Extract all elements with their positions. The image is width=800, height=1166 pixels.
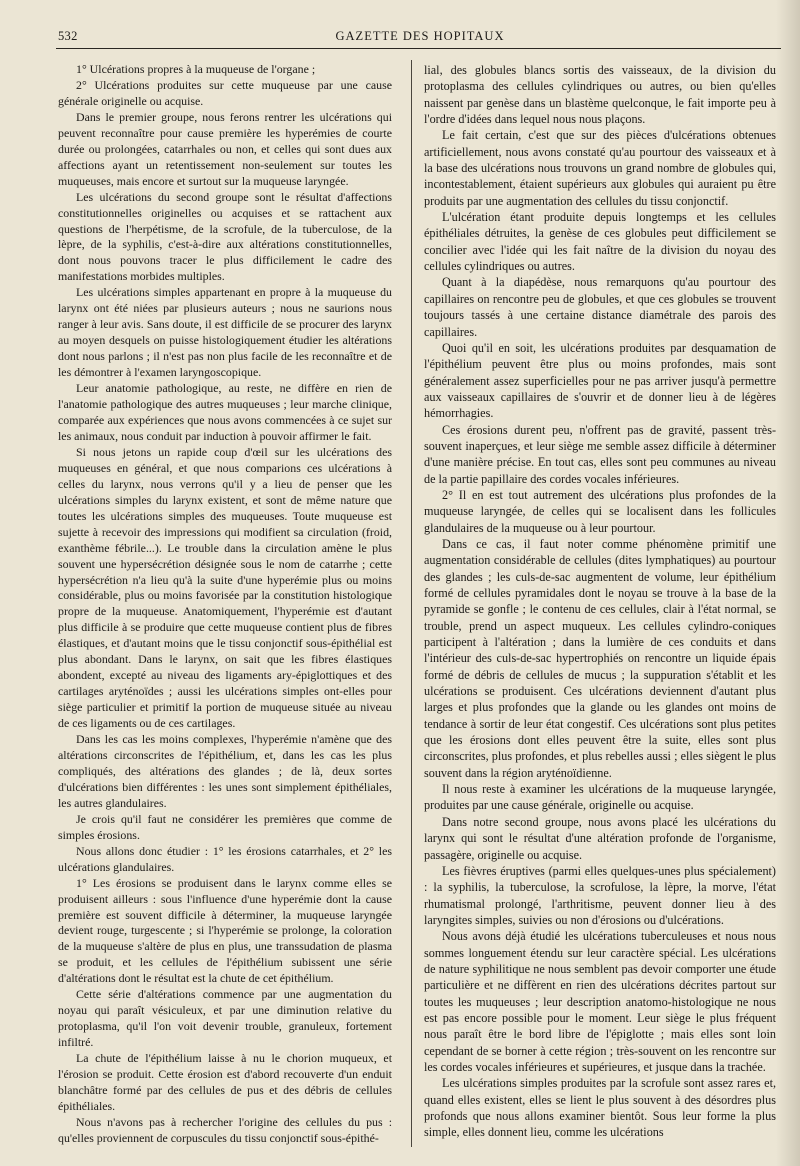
paragraph: Le fait certain, c'est que sur des pièces d'ulcérations obtenues artificiellement, nous avons constaté qu'au pourtour des vaisseaux et à la base des ulcérations nous trouvons un grand nombre de globules qui, incontestablement, étaient supérieurs aux globules qui auraient pu être produits par une augmentation des cellules du tissu conjonctif. — [424, 128, 776, 208]
paragraph: 1° Les érosions se produisent dans le larynx comme elles se produisent ailleurs : sous l'influence d'une hyperémie dont la cause première est souvent difficile à déterminer, la muqueuse laryngée devient rouge, turgescente ; si l'hyperémie se prolonge, la coloration de la muqueuse s'altère de plus en plus, une transsudation de plasma se produit, et les cellules de l'épithélium subissent une série d'altérations dont le résultat est la chute de cet épithélium. — [58, 875, 392, 986]
paragraph: lial, des globules blancs sortis des vaisseaux, de la division du protoplasma des cellules cylindriques ou autres, ou bien qu'elles naissent par genèse dans un blastème quelconque, le fait importe peu à l'ordre d'idées dans lequel nous nous plaçons. — [424, 63, 776, 127]
paragraph: Dans ce cas, il faut noter comme phénomène primitif une augmentation considérable de cellules (dites lymphatiques) au pourtour des glandes ; les culs-de-sac augmentent de volume, leur épithélium formé de cellules pyramidales dont le noyau se trouve à la base de la pyramide se gonfle ; le contenu de ces cellules, clair à l'état normal, se trouble, prend un aspect muqueux. Les cellules cylindro-coniques participent à l'altération ; dans la lumière de ces conduits et dans l'intérieur des culs-de-sac hypertrophiés on rencontre un liquide épais formé de débris de cellules de mucus ; la suppuration s'établit et les ulcérations se produisent. Ces ulcérations deviennent d'autant plus larges et plus profondes que la glande ou les glandes ont moins de tendance à sortir de leur état congestif. Ces ulcérations sont plus petites que les érosions dont elles peuvent être la suite, elles sont plus circonscrites, plus profondes, et plus rebelles aussi ; elles siègent le plus souvent dans la région aryténoïdienne. — [424, 536, 776, 780]
paragraph: Les fièvres éruptives (parmi elles quelques-unes plus spécialement) : la syphilis, la tuberculose, la scrofulose, la lèpre, la morve, l'état rhumatismal prolongé, l'arthritisme, peuvent donner lieu à des laryngites simples, suivies ou non d'érosions ou d'ulcérations. — [424, 863, 776, 927]
right-column — [424, 62, 776, 1141]
paragraph: Leur anatomie pathologique, au reste, ne diffère en rien de l'anatomie pathologique des autres muqueuses ; leur marche clinique, comparée aux expériences que nous avons commencées à ce sujet sur les animaux, nous conduit par induction à pouvoir affirmer le fait. — [58, 381, 392, 443]
paragraph: La chute de l'épithélium laisse à nu le chorion muqueux, et l'érosion se produit. Cette érosion est d'abord recouverte d'un enduit blanchâtre formé par des cellules de pus et des débris de cellules épithéliales. — [58, 1051, 392, 1113]
header-rule — [56, 48, 781, 49]
paragraph: Si nous jetons un rapide coup d'œil sur les ulcérations des muqueuses en général, et que nous comparions ces ulcérations à celles du larynx, nous verrons qu'il y a lieu de penser que les ulcérations simples du larynx existent, et sont de même nature que toutes les ulcérations simples des muqueuses. Toute muqueuse est sujette à recevoir des impressions qui modifient sa circulation (froid, exanthème fébrile...). Le trouble dans la circulation amène le plus souvent une hypersécrétion désignée sous le nom de catarrhe ; cette hypersécrétion n'a lieu qu'à la suite d'une hyperémie plus ou moins considérable, plus ou moins favorisée par la constitution histologique propre de la muqueuse. Anatomiquement, l'hyperémie est d'autant plus difficile à se produire que cette muqueuse contient plus de fibres élastiques, et d'autant moins que le tissu conjonctif sous-épithélial est plus abondant. Dans le larynx, on sait que les fibres élastiques abondent, excepté au niveau des ligaments ary-épiglottiques et des cartilages aryténoïdes ; aussi les ulcérations simples ont-elles pour siège particulier et primitif la portion de muqueuse située au niveau de ces ligaments ou de ces cartilages. — [58, 444, 392, 731]
paragraph: Dans les cas les moins complexes, l'hyperémie n'amène que des altérations circonscrites de l'épithélium, et, dans les cas les plus compliqués, des altérations des glandes ; de là, deux sortes d'ulcérations bien différentes : les unes sont simplement épithéliales, les autres glandulaires. — [58, 732, 392, 810]
paragraph: Quant à la diapédèse, nous remarquons qu'au pourtour des capillaires on rencontre peu de globules, et que ces globules se trouvent toujours tassés à une certaine distance diamétrale des parois des capillaires. — [424, 275, 776, 339]
paragraph: Nous avons déjà étudié les ulcérations tuberculeuses et nous nous sommes longuement étendu sur leur caractère spécial. Les ulcérations de nature syphilitique ne nous semblent pas devoir comporter une étude particulière et ne diffèrent en rien des ulcérations décrites partout sur toutes les muqueuses ; leur description anatomo-histologique ne nous est pas encore possible pour le moment. Leur siège le plus fréquent nous paraît être le bord libre de l'épiglotte ; mais elles sont loin cependant de se borner à cette région ; très-souvent on les rencontre sur les cordes vocales inférieures et supérieures, et jusque dans la trachée. — [424, 929, 776, 1074]
paragraph: 2° Ulcérations produites sur cette muqueuse par une cause générale originelle ou acquise. — [58, 77, 392, 108]
paragraph: Cette série d'altérations commence par une augmentation du noyau qui paraît vésiculeux, et par une diminution relative du protoplasma, qu'il l'on voit devenir trouble, granuleux, fortement infiltré. — [58, 987, 392, 1050]
left-column — [58, 62, 392, 1147]
paragraph: Ces érosions durent peu, n'offrent pas de gravité, passent très-souvent inaperçues, et leur siège me semble assez difficile à déterminer d'une manière précise. En tout cas, elles sont peu communes au niveau de la partie papillaire des cordes vocales inférieures. — [424, 422, 776, 486]
paragraph: Nous allons donc étudier : 1° les érosions catarrhales, et 2° les ulcérations glandulaires. — [58, 843, 392, 874]
paragraph: Les ulcérations simples appartenant en propre à la muqueuse du larynx ont été niées par plusieurs auteurs ; nous ne saurions nous ranger à leur avis. Sans doute, il est difficile de se procurer des larynx au moyen desquels on puisse histologiquement étudier les altérations dont nous parlons ; il n'est pas non plus facile de les reconnaître et de les démontrer à l'examen laryngoscopique. — [58, 285, 392, 380]
paragraph: Il nous reste à examiner les ulcérations de la muqueuse laryngée, produites par une cause générale, originelle ou acquise. — [424, 782, 776, 813]
column-divider — [411, 60, 412, 1147]
paragraph: 1° Ulcérations propres à la muqueuse de l'organe ; — [76, 62, 316, 76]
paragraph: Les ulcérations simples produites par la scrofule sont assez rares et, quand elles existent, elles se lient le plus souvent à des désordres plus profonds que nous allons examiner bientôt. Sous leur forme la plus simple, elles donnent lieu, comme les ulcérations — [424, 1076, 776, 1140]
paragraph: Dans notre second groupe, nous avons placé les ulcérations du larynx qui sont le résultat d'une altération profonde de l'organisme, passagère, originelle ou acquise. — [424, 814, 776, 862]
paragraph: Je crois qu'il faut ne considérer les premières que comme de simples érosions. — [58, 811, 392, 842]
paragraph: L'ulcération étant produite depuis longtemps et les cellules épithéliales détruites, la genèse de ces globules peut difficilement se concilier avec l'idée qui les fait naître de la division du noyau des cellules cylindriques ou autres. — [424, 210, 776, 274]
paragraph: Quoi qu'il en soit, les ulcérations produites par desquamation de l'épithélium peuvent être plus ou moins profondes, mais sont généralement assez superficielles pour ne pas arriver jusqu'à permettre aux vaisseaux capillaires de s'ouvrir et de donner lieu à de légères hémorrhagies. — [424, 340, 776, 421]
page-number: 532 — [58, 29, 78, 43]
running-title: GAZETTE DES HOPITAUX — [335, 29, 505, 43]
paragraph: Les ulcérations du second groupe sont le résultat d'affections constitutionnelles originelles ou acquises et se rattachent aux questions de l'herpétisme, de la scrofule, de la tuberculose, de la lèpre, de la syphilis, c'est-à-dire aux altérations constitutionnelles, dont nous pouvons tracer le plus difficilement le cadre des manifestations morbides multiples. — [58, 189, 392, 284]
paragraph: 2° Il en est tout autrement des ulcérations plus profondes de la muqueuse laryngée, de celles qui se localisent dans les follicules glandulaires de la muqueuse ou à leur pourtour. — [424, 487, 776, 535]
paragraph: Nous n'avons pas à rechercher l'origine des cellules du pus : qu'elles proviennent de corpuscules du tissu conjonctif sous-épithé- — [58, 1114, 392, 1145]
paragraph: Dans le premier groupe, nous ferons rentrer les ulcérations qui peuvent reconnaître pour cause première les hyperémies de courte durée ou prolongées, catarrhales ou non, et celles qui sont dues aux affections ayant un retentissement non-seulement sur toutes les muqueuses, mais encore et surtout sur la muqueuse laryngée. — [58, 109, 392, 188]
